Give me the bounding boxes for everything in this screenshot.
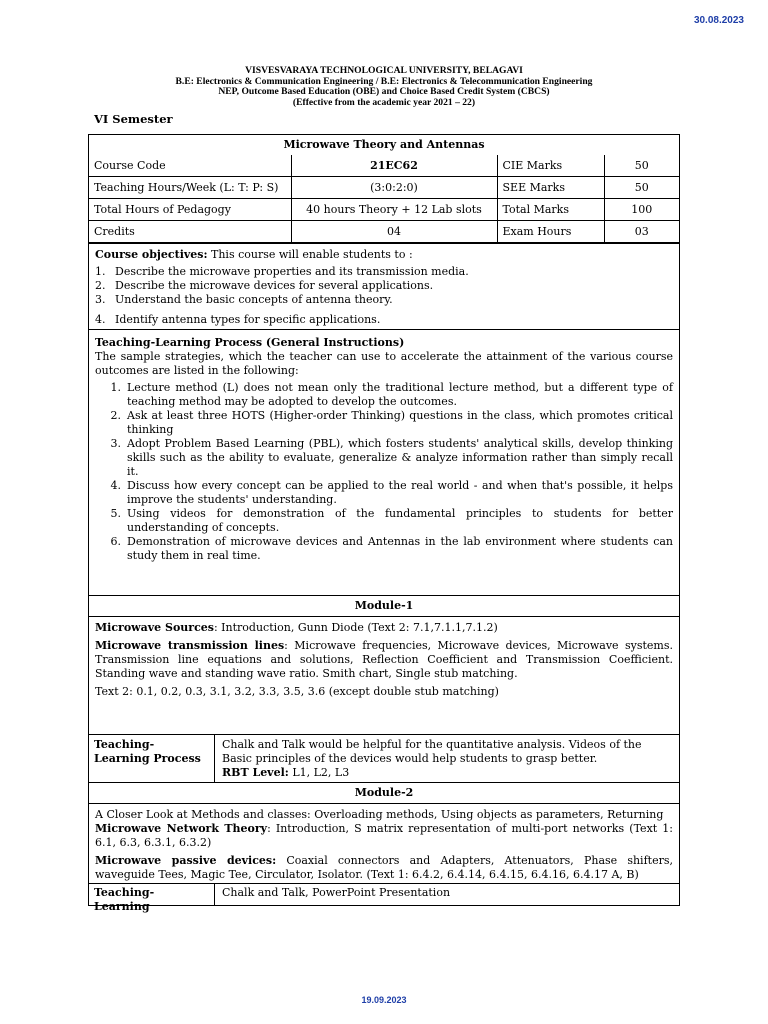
scheme-line: NEP, Outcome Based Education (OBE) and Choice Based Credit System (CBCS) bbox=[218, 86, 550, 98]
module-2-tlp-label: Teaching-Learning bbox=[89, 884, 215, 905]
list-item: 2. Ask at least three HOTS (Higher-order Thinking) questions in the class, which promotes critical thinking bbox=[110, 409, 673, 436]
program-names: B.E: Electronics & Communication Engineering / B.E: Electronics & Telecommunication Engineering bbox=[175, 75, 593, 87]
module-1-tlp-label: Teaching-Learning Process bbox=[89, 735, 215, 782]
table-row bbox=[89, 221, 679, 243]
cie-marks-value: 50 bbox=[604, 155, 679, 177]
pedagogy-hours-label: Total Hours of Pedagogy bbox=[89, 199, 291, 221]
course-code-label: Course Code bbox=[89, 155, 291, 177]
table-row bbox=[89, 155, 679, 177]
module-1-title: Module-1 bbox=[89, 595, 679, 616]
list-item: 6. Demonstration of microwave devices and Antennas in the lab environment where students can study them in real time. bbox=[110, 535, 673, 562]
objectives-list bbox=[95, 265, 673, 327]
module-2-title: Module-2 bbox=[89, 782, 679, 803]
total-marks-label: Total Marks bbox=[497, 199, 604, 221]
teaching-learning-process bbox=[89, 329, 679, 595]
bottom-date-stamp: 19.09.2023 bbox=[361, 995, 407, 1005]
tlp-intro: The sample strategies, which the teacher can use to accelerate the attainment of the various course outcomes are listed in the following: bbox=[95, 350, 673, 377]
course-objectives bbox=[89, 243, 679, 329]
list-item: 4. Discuss how every concept can be applied to the real world - and when that's possible, it helps improve the students' understanding. bbox=[110, 479, 673, 506]
list-item: 5. Using videos for demonstration of the fundamental principles to students for better understanding of concepts. bbox=[110, 507, 673, 534]
teaching-hours-label: Teaching Hours/Week (L: T: P: S) bbox=[89, 177, 291, 199]
passive-devices-label: Microwave passive devices: bbox=[95, 854, 277, 867]
document-header bbox=[88, 66, 680, 108]
see-marks-label: SEE Marks bbox=[497, 177, 604, 199]
list-item: 3. Adopt Problem Based Learning (PBL), which fosters students' analytical skills, develop thinking skills such as the ability to evaluate, generalize & analyze information rather than simply recall it. bbox=[110, 437, 673, 478]
microwave-sources-text: : Introduction, Gunn Diode (Text 2: 7.1,7.1.1,7.1.2) bbox=[213, 621, 498, 634]
credits-label: Credits bbox=[89, 221, 291, 243]
microwave-sources-label: Microwave Sources bbox=[95, 621, 214, 634]
module-1-content bbox=[89, 616, 679, 734]
table-row bbox=[89, 199, 679, 221]
module-2-tlp-text: Chalk and Talk, PowerPoint Presentation bbox=[222, 886, 451, 899]
pedagogy-hours-value: 40 hours Theory + 12 Lab slots bbox=[291, 199, 497, 221]
cie-marks-label: CIE Marks bbox=[497, 155, 604, 177]
course-code-value: 21EC62 bbox=[291, 155, 497, 177]
total-marks-value: 100 bbox=[604, 199, 679, 221]
list-item: 1. Describe the microwave properties and its transmission media. bbox=[95, 265, 469, 278]
syllabus-frame bbox=[88, 134, 680, 913]
passive-devices-text: Coaxial connectors and Adapters, Attenuators, Phase shifters, waveguide Tees, Magic Tee, Circulator, Isolator. (Text 1: 6.4.2, 6.4.14, 6.4.15, 6.4.16, 6.4.17 A, B) bbox=[95, 854, 673, 881]
exam-hours-value: 03 bbox=[604, 221, 679, 243]
objectives-heading: Course objectives: bbox=[95, 248, 208, 261]
tlp-heading: Teaching-Learning Process (General Instructions) bbox=[95, 336, 405, 349]
module-1-tlp-cell bbox=[215, 735, 679, 782]
network-theory-text: : Introduction, S matrix representation of multi-port networks (Text 1: 6.1, 6.3, 6.3.1, 6.3.2) bbox=[95, 822, 673, 849]
module-1-references: Text 2: 0.1, 0.2, 0.3, 3.1, 3.2, 3.3, 3.5, 3.6 (except double stub matching) bbox=[95, 685, 499, 698]
top-date-stamp: 30.08.2023 bbox=[693, 15, 744, 26]
module-2-line1: A Closer Look at Methods and classes: Overloading methods, Using objects as parameters, Returning bbox=[95, 808, 664, 821]
teaching-hours-value: (3:0:2:0) bbox=[291, 177, 497, 199]
effective-year: (Effective from the academic year 2021 – 22) bbox=[292, 96, 476, 108]
credits-value: 04 bbox=[291, 221, 497, 243]
table-row bbox=[89, 177, 679, 199]
list-item: 1. Lecture method (L) does not mean only the traditional lecture method, but a different type of teaching method may be adopted to develop the outcomes. bbox=[110, 381, 673, 408]
list-item: 4. Identify antenna types for specific applications. bbox=[95, 313, 381, 326]
university-name: VISVESVARAYA TECHNOLOGICAL UNIVERSITY, BELAGAVI bbox=[245, 65, 523, 76]
transmission-lines-label: Microwave transmission lines bbox=[95, 639, 285, 652]
module-2-content bbox=[89, 803, 679, 883]
network-theory-label: Microwave Network Theory bbox=[95, 822, 268, 835]
module-1-tlp-row bbox=[89, 734, 679, 782]
rbt-level-label: RBT Level: bbox=[222, 766, 289, 779]
exam-hours-label: Exam Hours bbox=[497, 221, 604, 243]
rbt-level-value: L1, L2, L3 bbox=[288, 766, 350, 779]
list-item: 2. Describe the microwave devices for several applications. bbox=[95, 279, 434, 292]
see-marks-value: 50 bbox=[604, 177, 679, 199]
module-2-tlp-row bbox=[89, 883, 679, 913]
course-title: Microwave Theory and Antennas bbox=[283, 138, 485, 151]
module-1-tlp-text: Chalk and Talk would be helpful for the quantitative analysis. Videos of the Basic principles of the devices would help students to grasp better. bbox=[222, 738, 642, 765]
course-info-table bbox=[89, 155, 679, 243]
transmission-lines-text: : Microwave frequencies, Microwave devices, Microwave systems. Transmission line equations and solutions, Reflection Coefficient and Transmission Coefficient. Standing wave and standing wave ratio. Smith chart, Single stub matching. bbox=[95, 639, 673, 680]
list-item: 3. Understand the basic concepts of antenna theory. bbox=[95, 293, 393, 306]
semester-label: VI Semester bbox=[94, 112, 173, 126]
objectives-intro: This course will enable students to : bbox=[207, 248, 413, 261]
tlp-list bbox=[95, 381, 673, 563]
